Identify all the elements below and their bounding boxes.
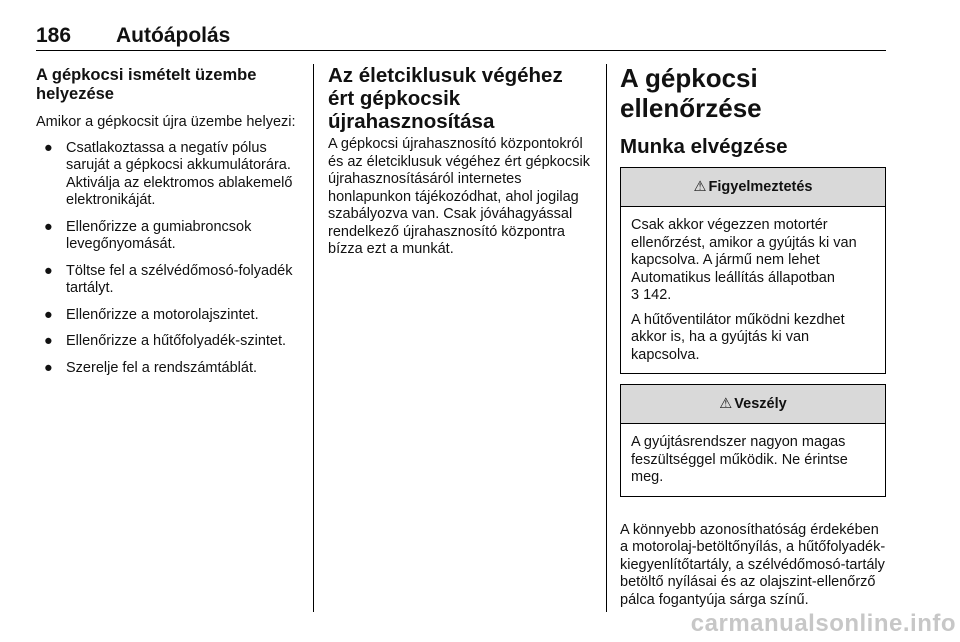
warning-icon: ⚠ bbox=[719, 396, 733, 412]
danger-body bbox=[621, 424, 885, 496]
warning-icon: ⚠ bbox=[693, 179, 707, 195]
bullet-icon: ● bbox=[44, 262, 53, 279]
recycling-body: A gépkocsi újrahasznosító központokról és az életciklusuk végéhez ért gépkocsik újrahasznosításáról internetes honlapunkon tájékozódhat, ahol jogilag szabályozva van. Csak jóváhagyással rendelkező újrahasznosító központra bízza ezt a munkát. bbox=[328, 136, 590, 257]
warning-text-main: Csak akkor végezzen motortér ellenőrzést, amikor a gyújtás ki van kapcsolva. A jármű nem lehet Automatikus leállítás állapotban bbox=[631, 217, 857, 286]
restart-list bbox=[36, 140, 296, 378]
list-item-text: Töltse fel a szélvédőmosó-folyadék tartályt. bbox=[66, 262, 293, 296]
work-subheading: Munka elvégzése bbox=[620, 135, 788, 158]
warning-box bbox=[620, 167, 886, 374]
restart-intro: Amikor a gépkocsit újra üzembe helyezi: bbox=[36, 114, 296, 130]
danger-text: A gyújtásrendszer nagyon magas feszültséggel működik. Ne érintse meg. bbox=[631, 434, 848, 485]
identification-text: A könnyebb azonosíthatóság érdekében a motorolaj-betöltőnyílás, a hűtőfolyadék-kiegyenlítőtartály, a szélvédőmosó-tartály betöltő nyílásai és az olajszint-ellenőrző pálca fogantyúja sárga színű. bbox=[620, 521, 886, 608]
recycling-heading: Az életciklusuk végéhez ért gépkocsik újrahasznosítása bbox=[328, 64, 563, 133]
bullet-icon: ● bbox=[44, 218, 53, 235]
warning-body bbox=[621, 207, 885, 373]
list-item bbox=[36, 360, 296, 378]
vehicle-check-heading: A gépkocsi ellenőrzése bbox=[620, 63, 762, 123]
list-item bbox=[36, 333, 296, 351]
bullet-icon: ● bbox=[44, 306, 53, 323]
warning-header bbox=[621, 168, 885, 207]
bullet-icon: ● bbox=[44, 139, 53, 156]
column-restart bbox=[36, 66, 296, 386]
list-item bbox=[36, 307, 296, 325]
danger-title: Veszély bbox=[734, 396, 787, 412]
list-item bbox=[36, 140, 296, 210]
column-divider bbox=[313, 64, 314, 612]
page-header bbox=[36, 18, 886, 51]
column-vehicle-check bbox=[620, 63, 886, 609]
list-item-text: Ellenőrizze a gumiabroncsok levegőnyomását. bbox=[66, 218, 252, 252]
warning-text-fan: A hűtőventilátor működni kezdhet akkor is, ha a gyújtás ki van kapcsolva. bbox=[631, 311, 845, 363]
section-title: Autóápolás bbox=[116, 24, 231, 47]
list-item-text: Ellenőrizze a motorolajszintet. bbox=[66, 306, 259, 323]
watermark: carmanualsonline.info bbox=[690, 610, 956, 637]
list-item bbox=[36, 219, 296, 254]
bullet-icon: ● bbox=[44, 333, 53, 349]
list-item-text: Szerelje fel a rendszámtáblát. bbox=[66, 359, 258, 376]
column-recycling bbox=[328, 66, 592, 259]
page-reference: 3 142. bbox=[631, 287, 672, 303]
bullet-icon: ● bbox=[44, 359, 53, 376]
restart-heading: A gépkocsi ismételt üzembe helyezése bbox=[36, 66, 257, 103]
danger-box bbox=[620, 384, 886, 497]
page-number: 186 bbox=[36, 24, 72, 47]
list-item-text: Csatlakoztassa a negatív pólus saruját a gépkocsi akkumulátorára. Aktiválja az elektromos ablakemelő elektronikáját. bbox=[66, 139, 293, 208]
warning-text bbox=[631, 217, 875, 305]
list-item bbox=[36, 263, 296, 298]
warning-title: Figyelmeztetés bbox=[708, 179, 813, 195]
list-item-text: Ellenőrizze a hűtőfolyadék-szintet. bbox=[66, 333, 287, 349]
danger-header bbox=[621, 385, 885, 424]
column-divider bbox=[606, 64, 607, 612]
